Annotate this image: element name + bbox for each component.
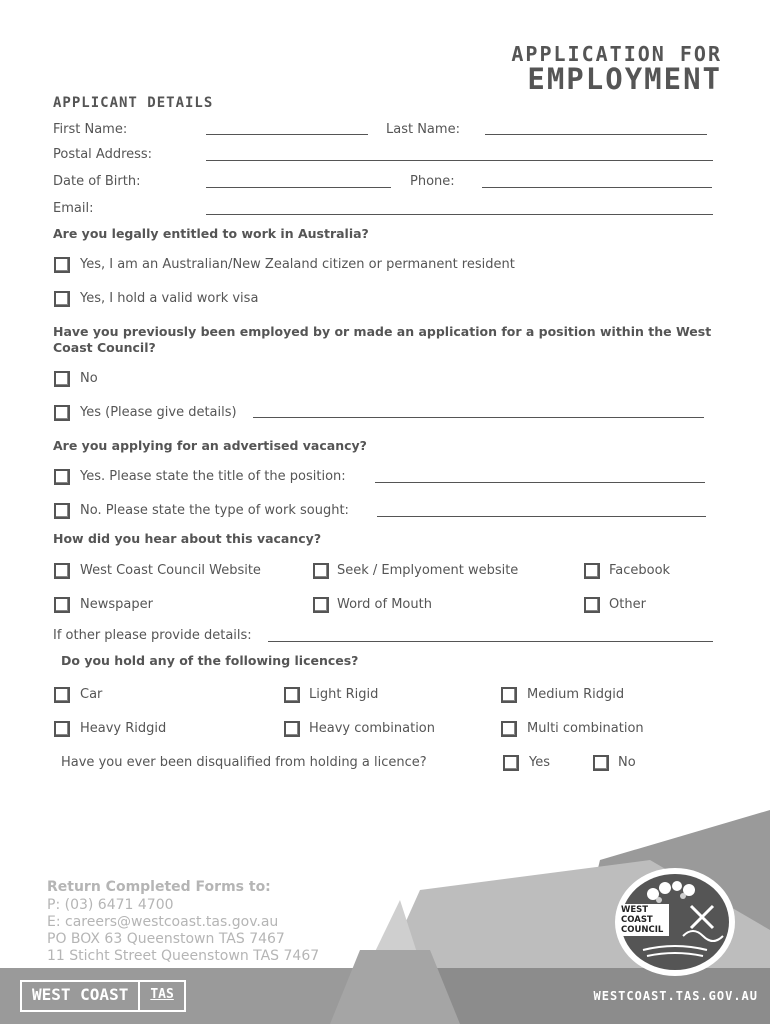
licence-light-rigid-label: Light Rigid (309, 687, 379, 702)
footer-po-box: PO BOX 63 Queenstown TAS 7467 (47, 931, 285, 947)
first-name-field[interactable] (206, 134, 368, 135)
hear-website-checkbox[interactable] (54, 563, 70, 579)
advertised-vacancy-yes-label: Yes. Please state the title of the position: (80, 469, 346, 484)
last-name-field[interactable] (485, 134, 707, 135)
position-title-field[interactable] (375, 482, 705, 483)
dob-label: Date of Birth: (53, 174, 141, 189)
hear-facebook-label: Facebook (609, 563, 671, 578)
hear-website-label: West Coast Council Website (80, 563, 261, 578)
website-link[interactable]: WESTCOAST.TAS.GOV.AU (593, 989, 758, 1003)
hear-seek-checkbox[interactable] (313, 563, 329, 579)
phone-label: Phone: (410, 174, 455, 189)
work-rights-citizen-checkbox[interactable] (54, 257, 70, 273)
postal-address-label: Postal Address: (53, 147, 153, 162)
return-heading: Return Completed Forms to: (47, 879, 271, 895)
first-name-label: First Name: (53, 122, 128, 137)
licence-car-checkbox[interactable] (54, 687, 70, 703)
previous-employment-no-label: No (80, 371, 98, 386)
west-coast-logo (20, 980, 186, 1012)
previous-employment-details-field[interactable] (253, 417, 704, 418)
disqualified-yes-checkbox[interactable] (503, 755, 519, 771)
logo-main-text: WEST COAST (32, 985, 129, 1004)
email-field[interactable] (206, 214, 713, 215)
licence-car-label: Car (80, 687, 103, 702)
previous-employment-yes-label: Yes (Please give details) (80, 405, 237, 420)
postal-address-field[interactable] (206, 160, 713, 161)
disqualified-yes-label: Yes (529, 755, 550, 770)
licence-medium-rigid-checkbox[interactable] (501, 687, 517, 703)
applicant-details-heading: APPLICANT DETAILS (53, 95, 214, 111)
advertised-vacancy-no-label: No. Please state the type of work sought: (80, 503, 349, 518)
licence-multi-combination-checkbox[interactable] (501, 721, 517, 737)
last-name-label: Last Name: (386, 122, 460, 137)
other-details-label: If other please provide details: (53, 628, 252, 643)
hear-other-checkbox[interactable] (584, 597, 600, 613)
work-rights-citizen-label: Yes, I am an Australian/New Zealand citizen or permanent resident (80, 257, 515, 272)
phone-field[interactable] (482, 187, 712, 188)
hear-newspaper-checkbox[interactable] (54, 597, 70, 613)
hear-facebook-checkbox[interactable] (584, 563, 600, 579)
previous-employment-yes-checkbox[interactable] (54, 405, 70, 421)
form-title-line1: APPLICATION FOR (511, 42, 722, 66)
previous-employment-no-checkbox[interactable] (54, 371, 70, 387)
advertised-vacancy-question: Are you applying for an advertised vacancy? (53, 438, 367, 453)
disqualified-question: Have you ever been disqualified from holding a licence? (61, 755, 427, 770)
hear-word-of-mouth-label: Word of Mouth (337, 597, 432, 612)
work-rights-visa-label: Yes, I hold a valid work visa (80, 291, 259, 306)
footer-email[interactable]: E: careers@westcoast.tas.gov.au (47, 914, 279, 930)
previous-employment-question-line2: Coast Council? (53, 340, 156, 355)
seal-text: WEST COAST COUNCIL (621, 905, 664, 935)
hear-seek-label: Seek / Emplyoment website (337, 563, 519, 578)
work-rights-visa-checkbox[interactable] (54, 291, 70, 307)
licence-heavy-combination-label: Heavy combination (309, 721, 435, 736)
licence-heavy-combination-checkbox[interactable] (284, 721, 300, 737)
dob-field[interactable] (206, 187, 391, 188)
advertised-vacancy-no-checkbox[interactable] (54, 503, 70, 519)
licence-medium-rigid-label: Medium Ridgid (527, 687, 625, 702)
disqualified-no-checkbox[interactable] (593, 755, 609, 771)
disqualified-no-label: No (618, 755, 636, 770)
footer-phone: P: (03) 6471 4700 (47, 897, 174, 913)
hear-newspaper-label: Newspaper (80, 597, 153, 612)
footer-street: 11 Sticht Street Queenstown TAS 7467 (47, 948, 320, 964)
email-label: Email: (53, 201, 94, 216)
work-type-field[interactable] (377, 516, 706, 517)
licences-question: Do you hold any of the following licences? (61, 653, 359, 668)
hear-word-of-mouth-checkbox[interactable] (313, 597, 329, 613)
advertised-vacancy-yes-checkbox[interactable] (54, 469, 70, 485)
work-rights-question: Are you legally entitled to work in Australia? (53, 226, 369, 241)
hear-about-question: How did you hear about this vacancy? (53, 531, 322, 546)
other-details-field[interactable] (268, 641, 713, 642)
licence-heavy-rigid-checkbox[interactable] (54, 721, 70, 737)
logo-state-text: TAS (138, 982, 183, 1010)
licence-multi-combination-label: Multi combination (527, 721, 644, 736)
form-title-line2: EMPLOYMENT (527, 62, 722, 96)
previous-employment-question-line1: Have you previously been employed by or made an application for a position within the West (53, 324, 712, 339)
licence-light-rigid-checkbox[interactable] (284, 687, 300, 703)
licence-heavy-rigid-label: Heavy Ridgid (80, 721, 167, 736)
hear-other-label: Other (609, 597, 646, 612)
